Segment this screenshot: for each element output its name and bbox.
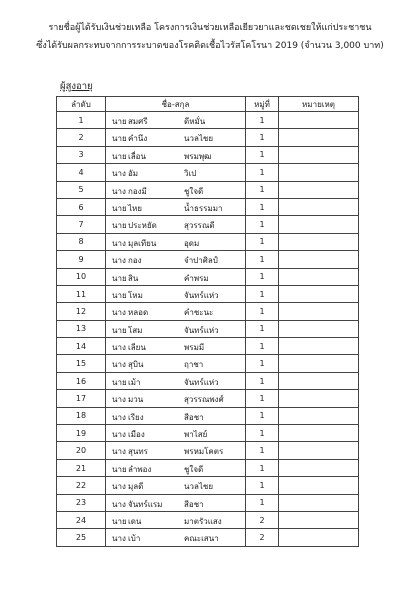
- village-number: 1: [246, 459, 279, 476]
- first-name: โสม: [128, 325, 143, 335]
- village-number: 1: [246, 268, 279, 285]
- first-name: เมือง: [128, 430, 145, 440]
- first-name: โหม: [128, 290, 143, 300]
- last-name: สีอชา: [184, 412, 204, 422]
- row-number: 13: [57, 320, 106, 337]
- name-prefix: นาง: [112, 447, 126, 457]
- table-row: [57, 355, 359, 372]
- name-cell: [106, 442, 246, 459]
- row-number: 6: [57, 198, 106, 215]
- last-name: จันทร์แห่ว: [184, 290, 219, 300]
- village-number: 1: [246, 251, 279, 268]
- table-row: [57, 216, 359, 233]
- row-number: 25: [57, 529, 106, 546]
- name-prefix: นาง: [112, 308, 126, 318]
- village-number: 1: [246, 216, 279, 233]
- table-row: [57, 251, 359, 268]
- name-cell: [106, 216, 246, 233]
- village-number: 1: [246, 129, 279, 146]
- remark-cell: [279, 320, 359, 337]
- row-number: 15: [57, 355, 106, 372]
- row-number: 22: [57, 477, 106, 494]
- first-name: มวน: [128, 395, 144, 405]
- name-cell: [106, 112, 246, 129]
- first-name: สิน: [128, 273, 139, 283]
- remark-cell: [279, 390, 359, 407]
- village-number: 1: [246, 338, 279, 355]
- name-cell: [106, 285, 246, 302]
- village-number: 1: [246, 233, 279, 250]
- village-number: 1: [246, 164, 279, 181]
- first-name: เลียน: [128, 343, 146, 353]
- village-number: 1: [246, 442, 279, 459]
- first-name: มุลดี: [128, 482, 144, 492]
- row-number: 19: [57, 425, 106, 442]
- village-number: 2: [246, 511, 279, 528]
- name-prefix: นาง: [112, 186, 126, 196]
- remark-cell: [279, 233, 359, 250]
- first-name: เดน: [128, 516, 142, 526]
- name-cell: [106, 511, 246, 528]
- village-number: 2: [246, 529, 279, 546]
- first-name: จันทร์แรม: [128, 499, 163, 509]
- table-row: [57, 459, 359, 476]
- table-row: [57, 372, 359, 389]
- name-prefix: นาง: [112, 238, 126, 248]
- table-row: [57, 407, 359, 424]
- remark-cell: [279, 181, 359, 198]
- row-number: 17: [57, 390, 106, 407]
- last-name: อุดม: [184, 238, 200, 248]
- table-row: [57, 181, 359, 198]
- row-number: 18: [57, 407, 106, 424]
- name-prefix: นาง: [112, 430, 126, 440]
- remark-cell: [279, 338, 359, 355]
- first-name: ประหยัด: [128, 221, 157, 231]
- row-number: 7: [57, 216, 106, 233]
- name-prefix: นาย: [112, 325, 127, 335]
- remark-cell: [279, 459, 359, 476]
- remark-cell: [279, 285, 359, 302]
- name-cell: [106, 407, 246, 424]
- table-row: [57, 425, 359, 442]
- village-number: 1: [246, 477, 279, 494]
- remark-cell: [279, 355, 359, 372]
- table-row: [57, 320, 359, 337]
- first-name: กองมี: [128, 186, 147, 196]
- first-name: คำนึง: [128, 134, 148, 144]
- name-cell: [106, 251, 246, 268]
- last-name: คำชะนะ: [184, 308, 214, 318]
- row-number: 21: [57, 459, 106, 476]
- table-row: [57, 146, 359, 163]
- remark-cell: [279, 372, 359, 389]
- row-number: 9: [57, 251, 106, 268]
- row-number: 20: [57, 442, 106, 459]
- name-cell: [106, 164, 246, 181]
- first-name: สุนทร: [128, 447, 148, 457]
- last-name: จำปาศิลป์: [184, 256, 218, 266]
- first-name: สมศรี: [128, 117, 148, 126]
- table-row: [57, 268, 359, 285]
- first-name: อัม: [128, 169, 139, 179]
- name-prefix: นาง: [112, 395, 126, 405]
- remark-cell: [279, 268, 359, 285]
- name-cell: [106, 425, 246, 442]
- first-name: เรียง: [128, 412, 144, 422]
- table-row: [57, 390, 359, 407]
- village-number: 1: [246, 390, 279, 407]
- header-remark: หมายเหตุ: [279, 97, 359, 112]
- last-name: ฤาชา: [184, 360, 204, 370]
- name-cell: [106, 390, 246, 407]
- remark-cell: [279, 251, 359, 268]
- remark-cell: [279, 511, 359, 528]
- remark-cell: [279, 494, 359, 511]
- remark-cell: [279, 198, 359, 215]
- row-number: 10: [57, 268, 106, 285]
- remark-cell: [279, 112, 359, 129]
- remark-cell: [279, 477, 359, 494]
- last-name: คำพรม: [184, 273, 209, 283]
- first-name: เม้า: [128, 377, 141, 387]
- name-prefix: นาย: [112, 464, 127, 474]
- village-number: 1: [246, 181, 279, 198]
- name-cell: [106, 477, 246, 494]
- table-body: [57, 112, 359, 547]
- recipients-table: [56, 96, 359, 547]
- first-name: กอง: [128, 256, 142, 266]
- table-row: [57, 494, 359, 511]
- last-name: สีอชา: [184, 499, 204, 509]
- name-cell: [106, 129, 246, 146]
- row-number: 14: [57, 338, 106, 355]
- first-name: ไหย: [128, 203, 142, 213]
- name-prefix: นาย: [112, 273, 127, 283]
- last-name: ชูใจดี: [184, 464, 204, 474]
- remark-cell: [279, 303, 359, 320]
- village-number: 1: [246, 285, 279, 302]
- table-row: [57, 338, 359, 355]
- row-number: 3: [57, 146, 106, 163]
- name-cell: [106, 181, 246, 198]
- document-title-line-1: รายชื่อผู้ได้รับเงินช่วยเหลือ โครงการเงินช่วยเหลือเยียวยาและชดเชยให้แก่ประชาชน: [48, 23, 372, 33]
- remark-cell: [279, 164, 359, 181]
- last-name: พรมมี: [184, 343, 205, 353]
- last-name: สุวรรณพงศ์: [184, 395, 224, 405]
- first-name: เบ้า: [128, 534, 141, 544]
- last-name: พรหมโคตร: [184, 447, 224, 457]
- last-name: สุวรรณดี: [184, 221, 215, 231]
- village-number: 1: [246, 407, 279, 424]
- last-name: วิเป: [184, 169, 197, 179]
- name-prefix: นาย: [112, 377, 127, 387]
- last-name: พาไสย์: [184, 430, 208, 440]
- name-prefix: นาง: [112, 499, 126, 509]
- table-row: [57, 511, 359, 528]
- name-cell: [106, 303, 246, 320]
- row-number: 2: [57, 129, 106, 146]
- name-cell: [106, 494, 246, 511]
- last-name: ชูใจดี: [184, 186, 204, 196]
- table-row: [57, 477, 359, 494]
- last-name: คณะเสนา: [184, 534, 219, 544]
- table-row: [57, 303, 359, 320]
- name-prefix: นาง: [112, 534, 126, 544]
- first-name: เลื่อน: [128, 151, 146, 161]
- name-prefix: นาย: [112, 117, 127, 126]
- row-number: 24: [57, 511, 106, 528]
- row-number: 5: [57, 181, 106, 198]
- village-number: 1: [246, 355, 279, 372]
- name-prefix: นาง: [112, 343, 126, 353]
- last-name: ดีหมั่น: [184, 117, 206, 126]
- row-number: 23: [57, 494, 106, 511]
- first-name: หลอด: [128, 308, 149, 318]
- name-cell: [106, 146, 246, 163]
- name-prefix: นาย: [112, 151, 127, 161]
- remark-cell: [279, 129, 359, 146]
- remark-cell: [279, 425, 359, 442]
- document-title-line-2: ซึ่งได้รับผลกระทบจากการระบาดของโรคติดเชื้อไวรัสโคโรนา 2019 (จำนวน 3,000 บาท): [36, 41, 384, 51]
- table-row: [57, 285, 359, 302]
- table-row: [57, 164, 359, 181]
- remark-cell: [279, 146, 359, 163]
- name-prefix: นาง: [112, 360, 126, 370]
- name-cell: [106, 355, 246, 372]
- name-cell: [106, 338, 246, 355]
- name-prefix: นาย: [112, 134, 127, 144]
- last-name: มาตรัวแสง: [184, 516, 222, 526]
- row-number: 1: [57, 112, 106, 129]
- village-number: 1: [246, 425, 279, 442]
- row-number: 16: [57, 372, 106, 389]
- first-name: มุลเทียน: [128, 238, 157, 248]
- name-prefix: นาย: [112, 290, 127, 300]
- last-name: นวลไชย: [184, 134, 214, 144]
- header-village: หมู่ที่: [246, 97, 279, 112]
- village-number: 1: [246, 146, 279, 163]
- name-cell: [106, 233, 246, 250]
- name-prefix: นาง: [112, 412, 126, 422]
- name-cell: [106, 268, 246, 285]
- last-name: จันทร์แห่ว: [184, 377, 219, 387]
- last-name: นวลไชย: [184, 482, 214, 492]
- last-name: จันทร์แห่ว: [184, 325, 219, 335]
- header-number: ลำดับ: [57, 97, 106, 112]
- table-row: [57, 198, 359, 215]
- village-number: 1: [246, 303, 279, 320]
- row-number: 4: [57, 164, 106, 181]
- table-row: [57, 529, 359, 546]
- remark-cell: [279, 442, 359, 459]
- row-number: 8: [57, 233, 106, 250]
- remark-cell: [279, 407, 359, 424]
- table-row: [57, 233, 359, 250]
- name-prefix: นาย: [112, 516, 127, 526]
- village-number: 1: [246, 494, 279, 511]
- name-prefix: นาย: [112, 221, 127, 231]
- header-name: ชื่อ-สกุล: [106, 97, 246, 112]
- table-row: [57, 442, 359, 459]
- name-cell: [106, 198, 246, 215]
- name-prefix: นาง: [112, 256, 126, 266]
- village-number: 1: [246, 112, 279, 129]
- village-number: 1: [246, 372, 279, 389]
- name-cell: [106, 320, 246, 337]
- village-number: 1: [246, 320, 279, 337]
- name-prefix: นาง: [112, 482, 126, 492]
- table-row: [57, 112, 359, 129]
- row-number: 12: [57, 303, 106, 320]
- name-cell: [106, 529, 246, 546]
- first-name: ลำพอง: [128, 464, 152, 474]
- section-label: ผู้สูงอายุ: [60, 81, 93, 92]
- remark-cell: [279, 216, 359, 233]
- name-prefix: นาง: [112, 169, 126, 179]
- table-header-row: [57, 97, 359, 112]
- first-name: สุบิน: [128, 360, 144, 370]
- table-row: [57, 129, 359, 146]
- village-number: 1: [246, 198, 279, 215]
- remark-cell: [279, 529, 359, 546]
- name-prefix: นาย: [112, 203, 127, 213]
- name-cell: [106, 459, 246, 476]
- last-name: พรมพุฒ: [184, 151, 212, 161]
- name-cell: [106, 372, 246, 389]
- last-name: น้ำธรรมมา: [184, 203, 223, 213]
- row-number: 11: [57, 285, 106, 302]
